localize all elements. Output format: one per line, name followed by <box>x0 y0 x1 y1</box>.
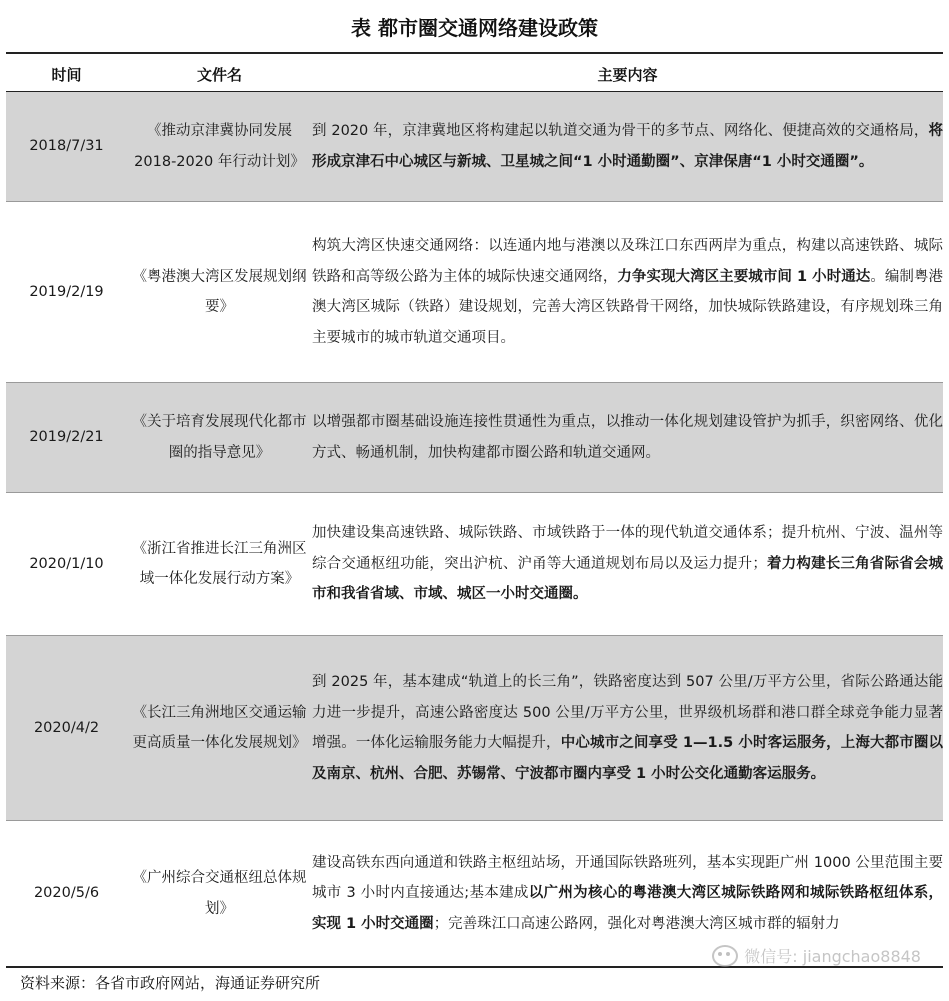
source-note: 资料来源：各省市政府网站，海通证券研究所 <box>20 974 321 992</box>
row-date: 2019/2/21 <box>6 383 127 493</box>
row-document: 《广州综合交通枢纽总体规划》 <box>127 821 312 967</box>
content-bold-segment: 力争实现大湾区主要城市间 1 小时通达 <box>617 268 871 285</box>
table-row <box>6 636 943 821</box>
wechat-icon <box>712 945 738 967</box>
policy-table <box>6 57 943 967</box>
content-segment: 。编制粤港澳大湾区城际（铁路）建设规划，完善大湾区铁路骨干网络，加快城际铁路建设，有序规划珠三角主要城市的城市轨道交通项目。 <box>312 268 944 346</box>
row-content <box>312 92 943 202</box>
table-row <box>6 202 943 383</box>
row-document: 《浙江省推进长江三角洲区域一体化发展行动方案》 <box>127 493 312 636</box>
title-rule <box>6 52 943 54</box>
table-title: 表 都市圈交通网络建设政策 <box>351 16 598 40</box>
row-date: 2020/1/10 <box>6 493 127 636</box>
row-content <box>312 636 943 821</box>
row-date: 2019/2/19 <box>6 202 127 383</box>
content-segment: ；完善珠江口高速公路网，强化对粤港澳大湾区城市群的辐射力 <box>433 915 840 932</box>
row-date: 2020/5/6 <box>6 821 127 967</box>
content-bold-segment: 中心城市之间享受 1—1.5 小时客运服务，上海大都市圈以及南京、杭州、合肥、苏锡常、宁波都市圈内享受 1 小时公交化通勤客运服务。 <box>312 735 944 782</box>
row-document: 《长江三角洲地区交通运输更高质量一体化发展规划》 <box>127 636 312 821</box>
table-row <box>6 92 943 202</box>
content-segment: 到 2025 年，基本建成“轨道上的长三角”，铁路密度达到 507 公里/万平方公里，省际公路通达能力进一步提升，高速公路密度达 500 公里/万平方公里，世界级机场群和港口群全球竞争能力显著增强。一体化运输服务能力大幅提升， <box>312 674 943 751</box>
row-date: 2020/4/2 <box>6 636 127 821</box>
table-row <box>6 493 943 636</box>
row-content <box>312 202 943 383</box>
content-bold-segment: 将形成京津石中心城区与新城、卫星城之间“1 小时通勤圈”、京津保唐“1 小时交通圈”。 <box>312 123 943 170</box>
table-header-row <box>6 57 943 92</box>
row-document: 《粤港澳大湾区发展规划纲要》 <box>127 202 312 383</box>
row-content <box>312 493 943 636</box>
header-time: 时间 <box>6 57 127 92</box>
watermark-text: 微信号: jiangchao8848 <box>744 947 921 966</box>
content-segment: 建设高铁东西向通道和铁路主枢纽站场，开通国际铁路班列，基本实现距广州 1000 公里范围主要城市 3 小时内直接通达;基本建成 <box>312 854 943 902</box>
row-content <box>312 383 943 493</box>
content-bold-segment: 着力构建长三角省际省会城市和我省省域、市域、城区一小时交通圈。 <box>312 555 944 603</box>
table-row <box>6 383 943 493</box>
content-segment: 加快建设集高速铁路、城际铁路、市域铁路于一体的现代轨道交通体系；提升杭州、宁波、温州等综合交通枢纽功能，突出沪杭、沪甬等大通道规划布局以及运力提升； <box>312 525 943 572</box>
content-segment: 以增强都市圈基础设施连接性贯通性为重点，以推动一体化规划建设管护为抓手，织密网络、优化方式、畅通机制，加快构建都市圈公路和轨道交通网。 <box>312 414 943 461</box>
header-content: 主要内容 <box>312 57 943 92</box>
content-bold-segment: 以广州为核心的粤港澳大湾区城际铁路网和城际铁路枢纽体系，实现 1 小时交通圈 <box>312 885 944 932</box>
row-date: 2018/7/31 <box>6 92 127 202</box>
content-segment: 构筑大湾区快速交通网络：以连通内地与港澳以及珠江口东西两岸为重点，构建以高速铁路、城际铁路和高等级公路为主体的城际快速交通网络， <box>312 238 943 285</box>
row-document: 《关于培育发展现代化都市圈的指导意见》 <box>127 383 312 493</box>
content-segment: 到 2020 年，京津冀地区将构建起以轨道交通为骨干的多节点、网络化、便捷高效的交通格局， <box>312 123 929 139</box>
header-document: 文件名 <box>127 57 312 92</box>
row-document: 《推动京津冀协同发展 2018-2020 年行动计划》 <box>127 92 312 202</box>
watermark <box>712 944 921 967</box>
